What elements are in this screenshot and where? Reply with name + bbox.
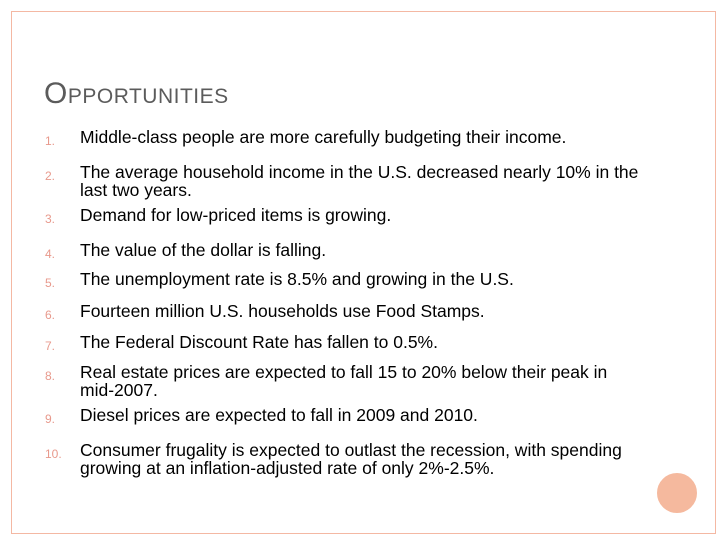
list-text: The Federal Discount Rate has fallen to 0.5%. xyxy=(80,332,438,352)
list-number: 5. xyxy=(45,276,56,290)
list-text: The average household income in the U.S. decreased nearly 10% in the last two years. xyxy=(80,162,639,200)
list-text: Demand for low-priced items is growing. xyxy=(80,205,392,225)
title-first-letter: O xyxy=(44,77,68,110)
list-text: Middle-class people are more carefully budgeting their income. xyxy=(80,127,567,147)
list-number: 3. xyxy=(45,212,56,226)
list-text: Diesel prices are expected to fall in 2009 and 2010. xyxy=(80,405,478,425)
decorative-circle xyxy=(654,470,700,516)
slide-title xyxy=(44,76,229,115)
list-number: 8. xyxy=(45,369,56,383)
list-number: 10. xyxy=(45,447,62,461)
list-number: 2. xyxy=(45,169,56,183)
list-text: Real estate prices are expected to fall 15 to 20% below their peak in mid-2007. xyxy=(80,362,608,400)
list-text: The value of the dollar is falling. xyxy=(80,240,327,260)
list-number: 9. xyxy=(45,412,56,426)
list-number: 4. xyxy=(45,247,56,261)
list-number: 7. xyxy=(45,339,56,353)
list-text: Consumer frugality is expected to outlast the recession, with spending growing at an inflation-adjusted rate of only 2%-2.5%. xyxy=(80,440,622,478)
list-text: The unemployment rate is 8.5% and growing in the U.S. xyxy=(80,269,514,289)
title-rest: PPORTUNITIES xyxy=(67,85,229,108)
list-text: Fourteen million U.S. households use Food Stamps. xyxy=(80,301,485,321)
list-number: 1. xyxy=(45,134,56,148)
list-number: 6. xyxy=(45,308,56,322)
